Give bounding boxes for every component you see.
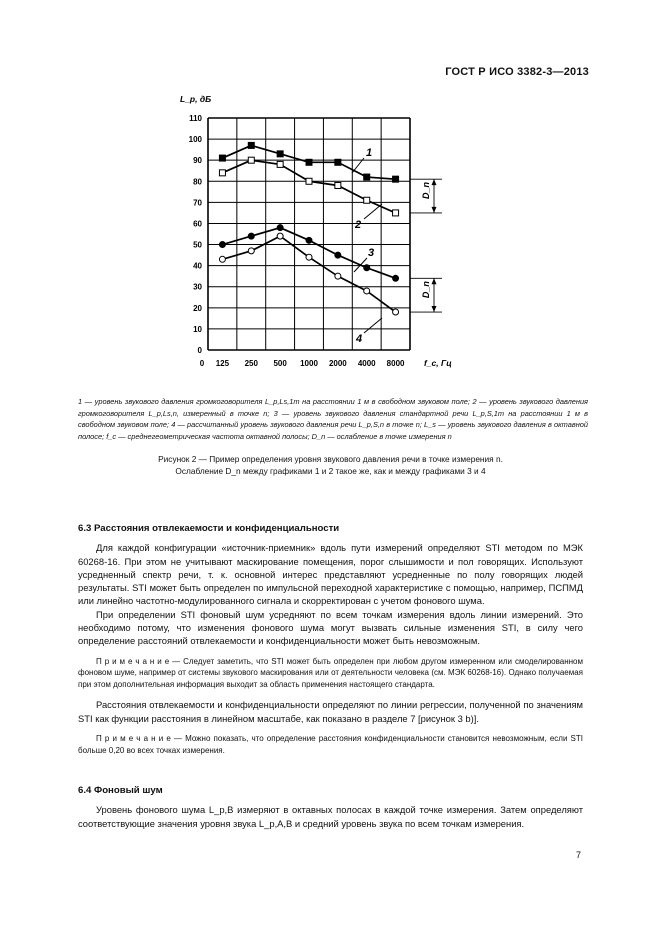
series-point-2: [219, 170, 225, 176]
series-point-1: [306, 159, 312, 165]
section-6-3-paragraph-1: Для каждой конфигурации «источник-приемник» вдоль пути измерений определяют STI методом по МЭК 60268-16. При этом не учитывают маскирование помещения, порог слышимости и пол говорящих. Используют усредненный спектр речи, т. к. основной интерес представляют усредненные по полу говорящих людей результаты. STI может быть определен по импульсной переходной характеристике с помощью, например, ПСПМД или линейно частотно-модулированного сигнала и скорректирован с учетом фонового шума.: [78, 542, 583, 607]
series-point-2: [277, 161, 283, 167]
x-axis-label: f_c, Гц: [424, 358, 452, 368]
section-6-4-paragraph-1: Уровень фонового шума L_p,B измеряют в октавных полосах в каждой точке измерения. Затем определяют соответствующие значения уровня звука L_p,A,B и средний уровень звука по всем точкам измерения.: [78, 804, 583, 829]
series-point-3: [248, 233, 254, 239]
series-point-1: [335, 159, 341, 165]
series-point-4: [219, 256, 225, 262]
y-tick-label: 40: [193, 261, 202, 271]
y-tick-label: 100: [188, 135, 202, 145]
curve-leader-line: [364, 318, 382, 333]
y-tick-label: 80: [193, 177, 202, 187]
sound-level-chart: [168, 86, 468, 392]
series-point-2: [364, 197, 370, 203]
series-point-1: [248, 142, 254, 148]
section-6-3-title: 6.3 Расстояния отвлекаемости и конфиденциальности: [78, 523, 340, 534]
dimension-arrow: [432, 179, 437, 185]
curve-label-2: 2: [355, 219, 362, 231]
y-tick-label: 10: [193, 324, 202, 334]
figure-caption: [78, 453, 583, 477]
section-6-4: [78, 784, 583, 830]
series-point-4: [306, 254, 312, 260]
x-tick-label: 500: [273, 359, 287, 368]
section-6-3-note-2: П р и м е ч а н и е — Можно показать, что определение расстояния конфиденциальности становится невозможным, если STI больше 0,20 во всех точках измерения.: [78, 734, 583, 755]
series-point-1: [219, 155, 225, 161]
dimension-arrow: [432, 306, 437, 312]
standard-header: ГОСТ Р ИСО 3382-3—2013: [445, 66, 589, 78]
caption-line-2: Ослабление D_n между графиками 1 и 2 такое же, как и между графиками 3 и 4: [175, 466, 486, 476]
series-point-3: [335, 252, 341, 258]
series-point-1: [364, 174, 370, 180]
series-point-1: [277, 151, 283, 157]
x-tick-label: 8000: [386, 359, 405, 368]
x-tick-labels: [200, 359, 405, 368]
series-point-3: [277, 225, 283, 231]
y-tick-label: 0: [197, 346, 202, 355]
section-6-3: [78, 522, 583, 756]
section-6-4-title: 6.4 Фоновый шум: [78, 785, 163, 796]
y-tick-label: 70: [193, 198, 202, 208]
curve-label-4: 4: [356, 333, 363, 345]
x-tick-label: 2000: [328, 359, 347, 368]
series-point-3: [393, 275, 399, 281]
series-point-2: [306, 178, 312, 184]
curve-leader-line: [364, 204, 382, 219]
section-6-3-paragraph-2: При определении STI фоновый шум усредняют по всем точкам измерения вдоль линии измерений. Это необходимо потому, что изменения фонового шума могут вызвать сильные изменения STI, в силу чего определение расстояний отвлекаемости и конфиденциальности может быть невозможным.: [78, 608, 583, 647]
series-point-4: [335, 273, 341, 279]
series-point-2: [248, 157, 254, 163]
x-tick-label: 125: [215, 359, 230, 368]
caption-line-1: Рисунок 2 — Пример определения уровня звукового давления речи в точке измерения n.: [158, 454, 503, 464]
x-tick-label: 4000: [357, 359, 376, 368]
series-point-4: [364, 288, 370, 294]
series-point-4: [248, 248, 254, 254]
y-tick-label: 50: [193, 240, 202, 250]
curve-label-1: 1: [366, 147, 373, 159]
series-line-2: [222, 160, 395, 213]
chart-series: [219, 142, 398, 315]
dimension-label: D_n: [421, 281, 431, 299]
section-6-3-note-1: П р и м е ч а н и е — Следует заметить, что STI может быть определен при любом другом измеренном или смоделированном фоновом шуме, например от системы звукового маскирования или от деятельности человека (см. МЭК 60268-16). Однако получаемая при этом дополнительная информация выходит за область применения настоящего стандарта.: [78, 656, 583, 689]
y-tick-label: 110: [189, 114, 202, 123]
series-point-3: [364, 265, 370, 271]
series-point-3: [219, 242, 225, 248]
series-point-2: [335, 182, 341, 188]
series-point-3: [306, 237, 312, 243]
y-tick-labels: [189, 114, 203, 355]
curve-label-3: 3: [368, 247, 375, 259]
page-number: 7: [575, 850, 581, 860]
x-tick-label: 0: [199, 359, 205, 368]
series-point-4: [277, 233, 283, 239]
x-tick-label: 1000: [300, 359, 318, 368]
chart-annotations: [180, 94, 452, 368]
series-point-1: [393, 176, 399, 182]
x-tick-label: 250: [244, 359, 258, 368]
y-tick-label: 60: [193, 219, 202, 229]
dimension-arrow: [432, 207, 437, 213]
dimension-label: D_n: [421, 182, 431, 200]
y-axis-label: L_p, дБ: [180, 94, 212, 104]
series-point-4: [393, 309, 399, 315]
figure-legend: 1 — уровень звукового давления громкоговорителя L_p,Ls,1m на расстоянии 1 м в свободном звуковом поле; 2 — уровень звукового давления громкоговорителя L_p,Ls,n, измеренный в точке n; 3 — уровень звукового давления стандартной речи L_p,S,1m на расстоянии 1 м в свободном звуковом поле; 4 — рассчитанный уровень звукового давления речи L_p,S,n в точке n; L_s — уровень звукового давления в октавной полосе; f_c — среднегеометрическая частота октавной полосы; D_n — ослабление в точке измерения n: [78, 397, 588, 441]
y-tick-label: 30: [193, 282, 202, 292]
dimension-arrow: [432, 278, 437, 284]
y-tick-label: 20: [193, 303, 202, 313]
y-tick-label: 90: [193, 156, 202, 166]
section-6-3-paragraph-3: Расстояния отвлекаемости и конфиденциальности определяют по линии регрессии, полученной по значениям STI как функции расстояния в линейном масштабе, как показано в разделе 7 [рисунок 3 b)].: [78, 699, 583, 724]
series-point-2: [393, 210, 399, 216]
chart-grid: [208, 118, 410, 350]
